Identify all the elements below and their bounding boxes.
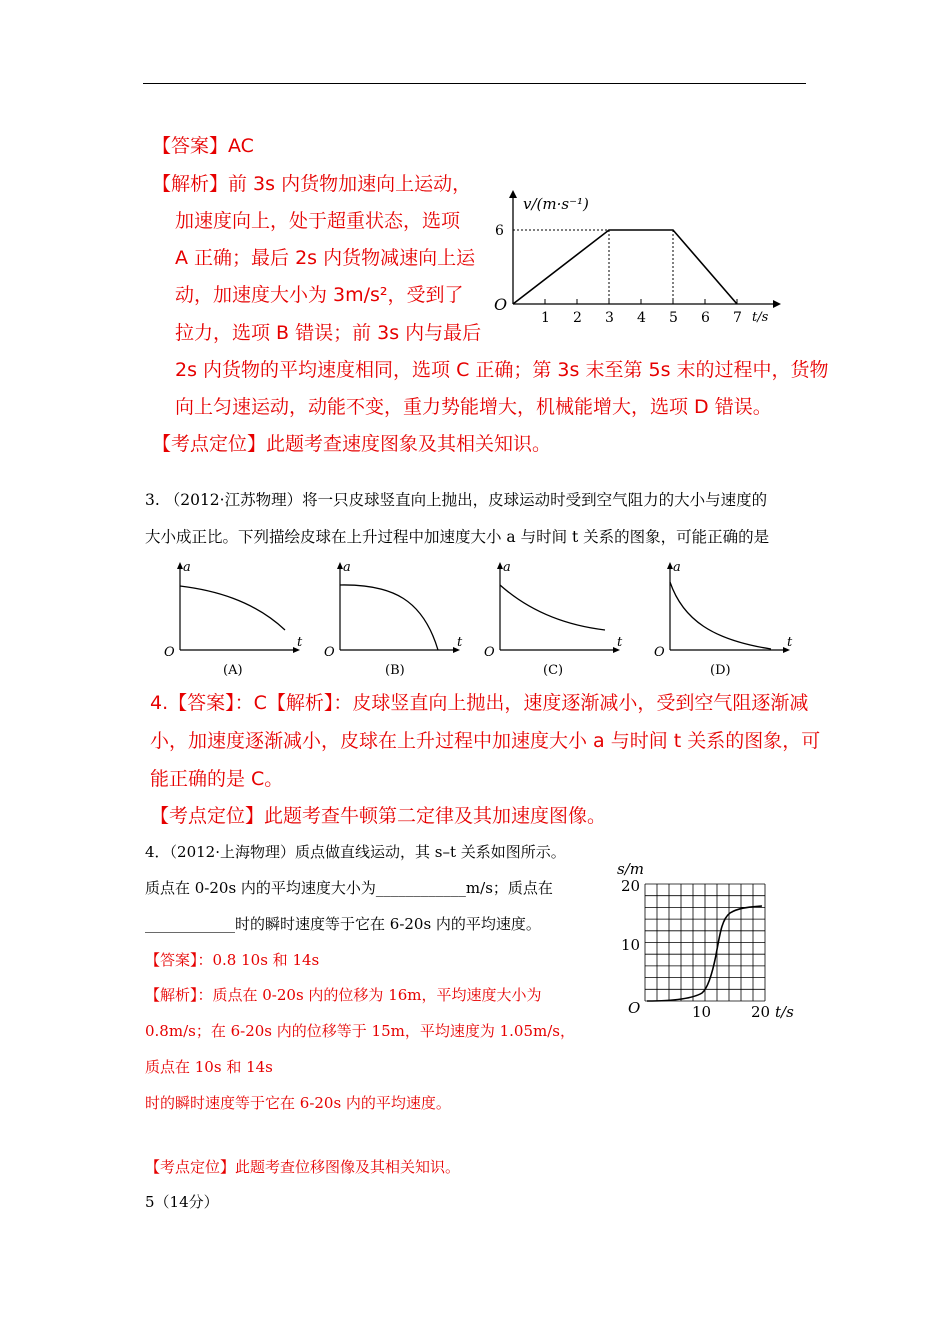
x-tick: 2 [573,310,582,326]
question-text: 4．（2012·上海物理）质点做直线运动，其 s–t 关系如图所示。 [145,843,566,861]
focus-line: 【考点定位】此题考查位移图像及其相关知识。 [145,1158,461,1176]
answer-line: 【答案】：0.8 10s 和 14s [145,951,320,969]
axis-x-label: t [787,635,793,650]
graph-caption: (D) [710,663,731,678]
question-text: 3. （2012·江苏物理）将一只皮球竖直向上抛出，皮球运动时受到空气阻力的大小与速度的 [145,491,768,509]
answer-line: 4.【答案】：C【解析】：皮球竖直向上抛出，速度逐渐减小，受到空气阻逐渐减 [150,692,809,714]
axis-y-label: a [183,560,191,575]
analysis-line: 向上匀速运动，动能不变，重力势能增大，机械能增大，选项 D 错误。 [175,396,772,418]
x-tick: 4 [637,310,646,326]
header-rule [143,83,806,84]
answer-line: 小，加速度逐渐减小，皮球在上升过程中加速度大小 a 与时间 t 关系的图象，可 [150,730,821,752]
x-tick: 3 [605,310,614,326]
analysis-line: 拉力，选项 B 错误；前 3s 内与最后 [175,322,482,344]
graph-c [483,560,623,680]
graph-a [163,560,303,680]
axis-x-label: t [297,635,303,650]
question-text: ____________时的瞬时速度等于它在 6-20s 内的平均速度。 [145,915,541,933]
axis-x-label: t [617,635,623,650]
analysis-line: A 正确；最后 2s 内货物减速向上运 [175,247,476,269]
velocity-time-graph [485,190,785,340]
origin-label: O [324,645,335,660]
axis-y-label: a [343,560,351,575]
analysis-line: 【解析】前 3s 内货物加速向上运动， [152,173,472,195]
x-tick: 7 [733,310,742,326]
origin-label: O [164,645,175,660]
answer-line: 能正确的是 C。 [150,768,284,790]
x-tick: 6 [701,310,710,326]
focus-line: 【考点定位】此题考查牛顿第二定律及其加速度图像。 [150,805,607,827]
x-axis-label: t/s [752,310,769,325]
graph-caption: (B) [385,663,405,678]
answer-label: 【答案】AC [152,135,254,157]
y-tick: 10 [621,936,641,954]
analysis-line: 0.8m/s；在 6-20s 内的位移等于 15m，平均速度为 1.05m/s， [145,1022,575,1040]
graph-caption: (A) [223,663,243,678]
x-tick: 5 [669,310,678,326]
x-tick: 20 [751,1003,771,1021]
displacement-time-graph [612,855,812,1025]
question-text: 大小成正比。下列描绘皮球在上升过程中加速度大小 a 与时间 t 关系的图象，可能正确的是 [145,528,770,546]
y-tick: 20 [621,877,641,895]
analysis-line: 加速度向上，处于超重状态，选项 [175,210,461,232]
y-tick: 6 [495,223,504,239]
x-tick: 1 [541,310,550,326]
origin-label: O [628,999,641,1017]
focus-line: 【考点定位】此题考查速度图象及其相关知识。 [152,433,552,455]
graph-b [323,560,463,680]
x-axis-label: t/s [775,1003,794,1021]
graph-caption: (C) [543,663,564,678]
y-axis-label: v/(m·s⁻¹) [523,195,589,213]
graph-d [653,560,793,680]
analysis-line: 2s 内货物的平均速度相同，选项 C 正确；第 3s 末至第 5s 末的过程中，货物 [175,359,829,381]
axis-x-label: t [457,635,463,650]
analysis-line: 动，加速度大小为 3m/s²，受到了 [175,284,464,306]
axis-y-label: a [503,560,511,575]
y-axis-label: s/m [617,860,644,878]
origin-label: O [484,645,495,660]
origin-label: O [494,295,508,314]
origin-label: O [654,645,665,660]
x-tick: 10 [692,1003,712,1021]
analysis-line: 质点在 10s 和 14s [145,1058,273,1076]
question-text: 质点在 0-20s 内的平均速度大小为____________m/s；质点在 [145,879,553,897]
analysis-line: 【解析】：质点在 0-20s 内的位移为 16m，平均速度大小为 [145,986,542,1004]
analysis-line: 时的瞬时速度等于它在 6-20s 内的平均速度。 [145,1094,451,1112]
axis-y-label: a [673,560,681,575]
question-number: 5（14分） [145,1193,219,1211]
